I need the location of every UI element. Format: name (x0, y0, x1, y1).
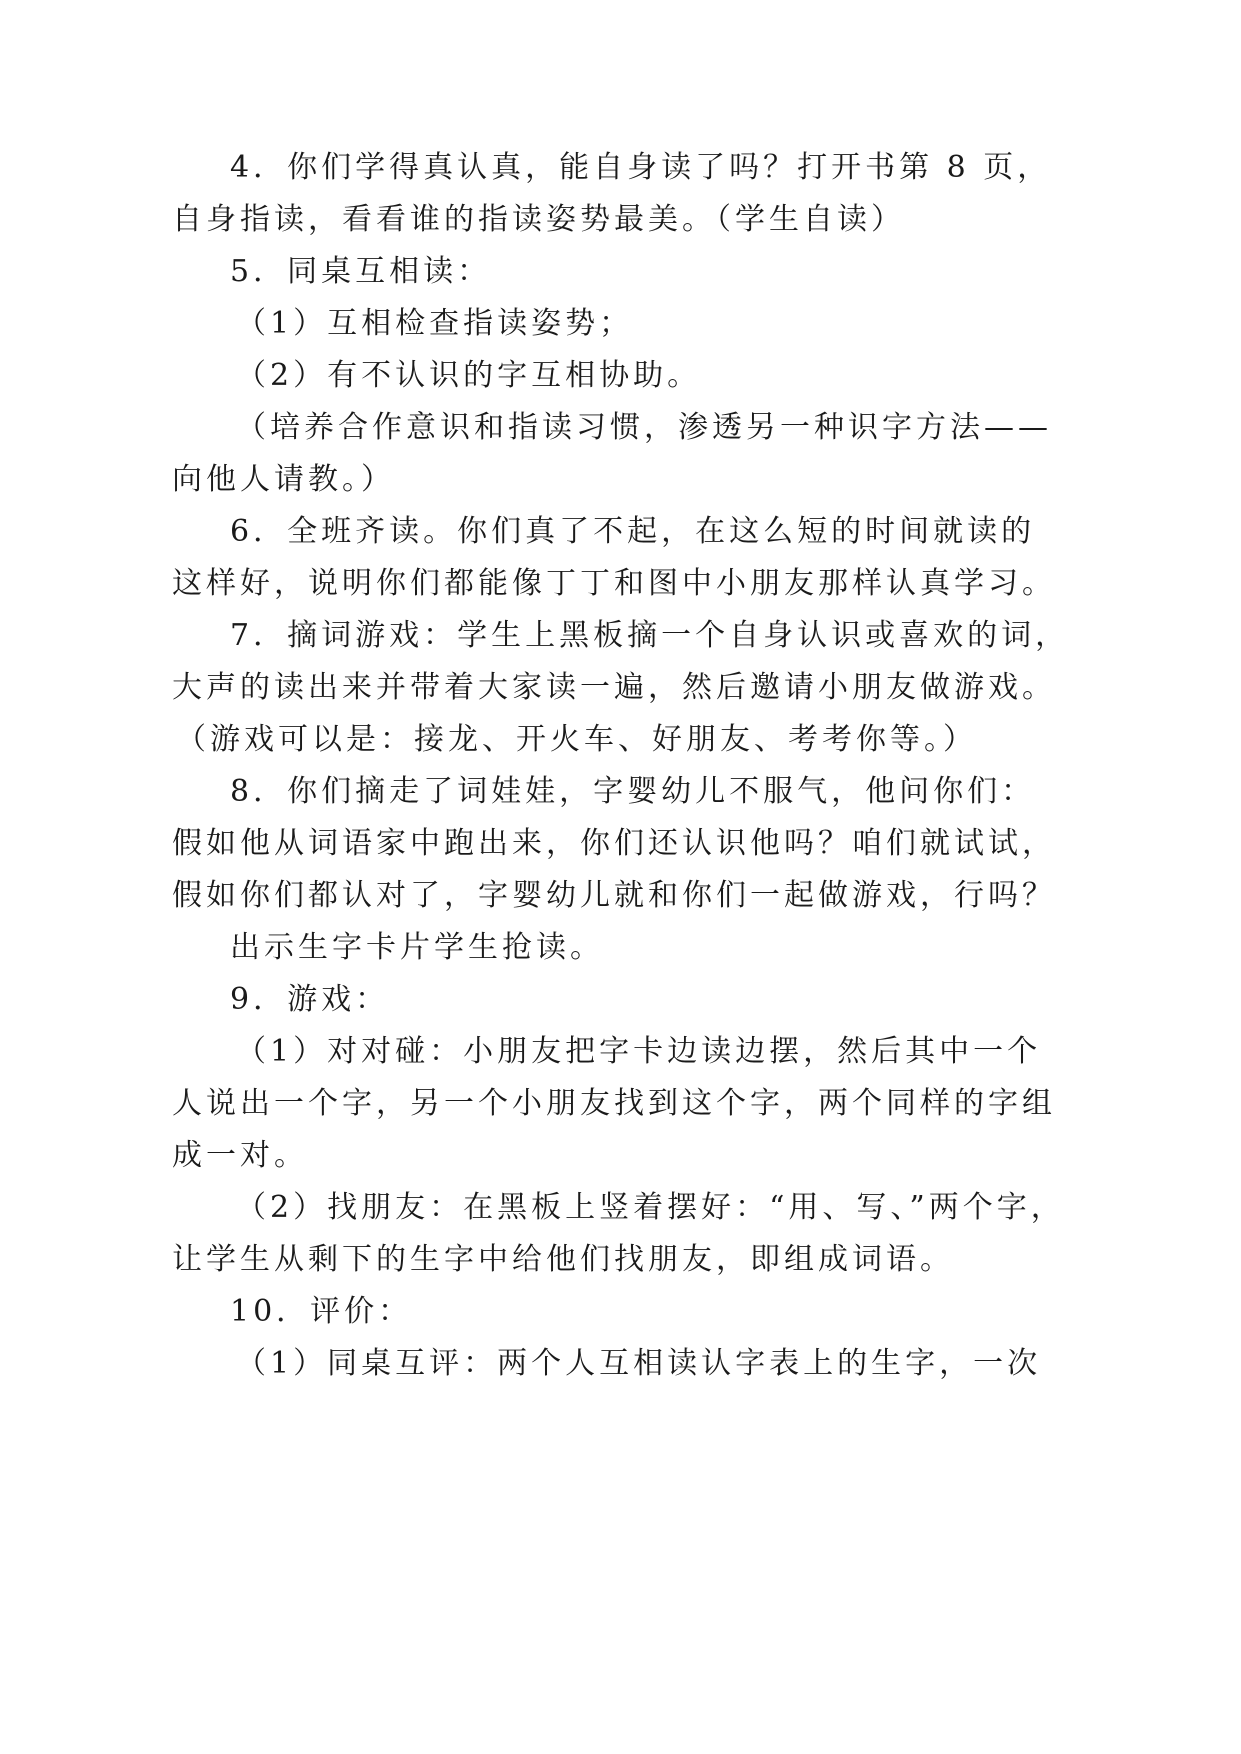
text-line: （2）找朋友：在黑板上竖着摆好：“用、写、”两个字， (236, 1190, 1065, 1225)
text-line: 5．同桌互相读： (230, 254, 492, 289)
text-line: （培养合作意识和指读习惯，渗透另一种识字方法—— (236, 410, 1052, 445)
text-line: 出示生字卡片学生抢读。 (230, 930, 604, 965)
text-line: 6．全班齐读。你们真了不起，在这么短的时间就读的 (230, 514, 1036, 549)
text-line: 9．游戏： (230, 982, 390, 1017)
text-line: 大声的读出来并带着大家读一遍，然后邀请小朋友做游戏。 (172, 670, 1056, 705)
text-line: 向他人请教。） (172, 462, 395, 497)
text-line: 10．评价： (230, 1294, 413, 1329)
text-line: （1）对对碰：小朋友把字卡边读边摆，然后其中一个 (236, 1034, 1042, 1069)
text-line: 7．摘词游戏：学生上黑板摘一个自身认识或喜欢的词， (230, 618, 1070, 653)
text-line: 4．你们学得真认真，能自身读了吗？打开书第 8 页， (230, 150, 1052, 185)
text-line: （2）有不认识的字互相协助。 (236, 358, 702, 393)
text-line: （游戏可以是：接龙、开火车、好朋友、考考你等。） (176, 722, 977, 757)
text-line: （1）同桌互评：两个人互相读认字表上的生字，一次 (236, 1346, 1042, 1381)
text-line: 人说出一个字，另一个小朋友找到这个字，两个同样的字组 (172, 1086, 1056, 1121)
text-line: （1）互相检查指读姿势； (236, 306, 634, 341)
text-line: 假如你们都认对了，字婴幼儿就和你们一起做游戏，行吗？ (172, 878, 1056, 913)
text-line: 成一对。 (172, 1138, 308, 1173)
text-line: 这样好，说明你们都能像丁丁和图中小朋友那样认真学习。 (172, 566, 1056, 601)
text-line: 假如他从词语家中跑出来，你们还认识他吗？咱们就试试， (172, 826, 1056, 861)
text-line: 8．你们摘走了词娃娃，字婴幼儿不服气，他问你们： (230, 774, 1036, 809)
text-line: 让学生从剩下的生字中给他们找朋友，即组成词语。 (172, 1242, 954, 1277)
text-line: 自身指读，看看谁的指读姿势最美。（学生自读） (172, 202, 905, 237)
